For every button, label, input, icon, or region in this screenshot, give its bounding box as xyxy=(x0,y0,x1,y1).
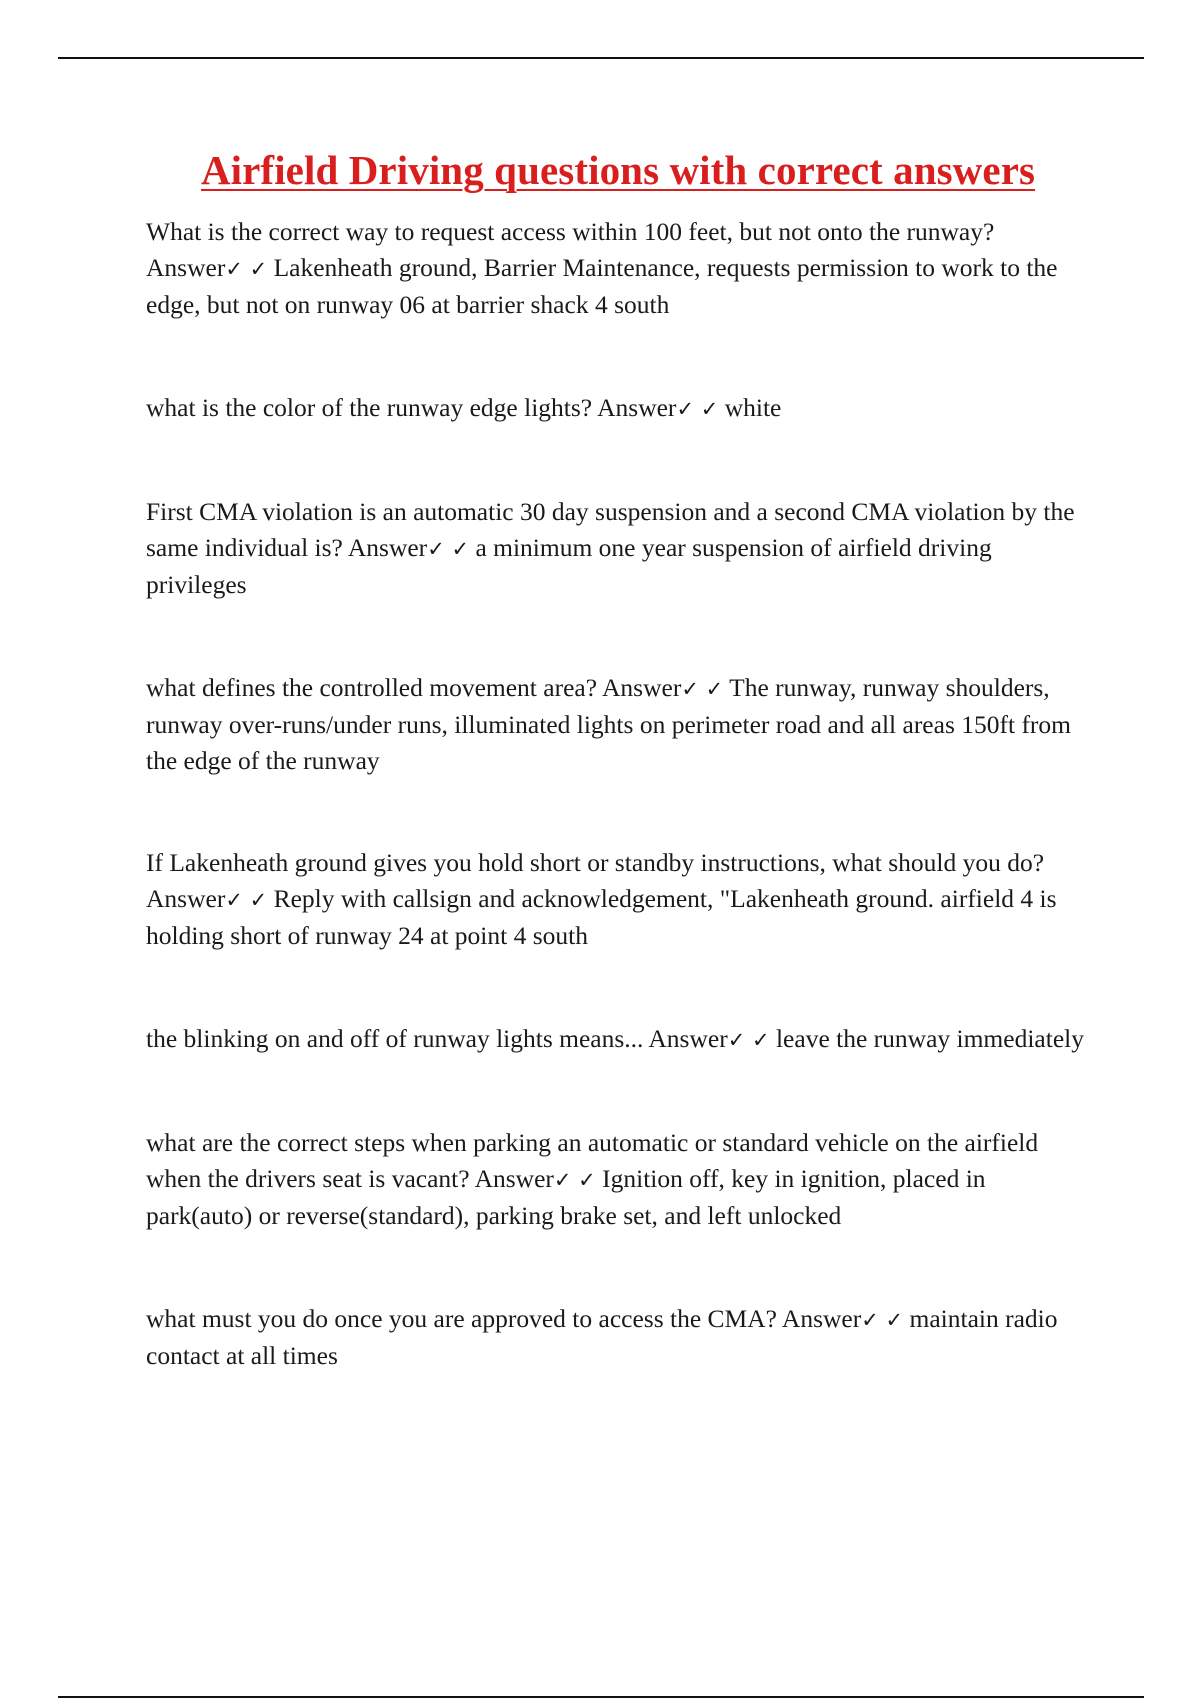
qa-list xyxy=(146,214,1096,1374)
footer-rule xyxy=(58,1696,1144,1698)
qa-item xyxy=(146,1301,1096,1374)
qa-item xyxy=(146,214,1096,323)
qa-item xyxy=(146,670,1096,779)
question-text: what is the color of the runway edge lights? xyxy=(146,392,593,422)
qa-item xyxy=(146,494,1096,603)
question-text: what must you do once you are approved to access the CMA? xyxy=(146,1303,777,1333)
check-icon: ✓ ✓ xyxy=(225,256,268,281)
check-icon: ✓ ✓ xyxy=(225,887,268,912)
question-text: the blinking on and off of runway lights means... xyxy=(146,1023,644,1053)
check-icon: ✓ ✓ xyxy=(676,396,719,421)
answer-text: Lakenheath ground, Barrier Maintenance, requests permission to work to the edge, but not on runway 06 at barrier shack 4 south xyxy=(146,252,1064,319)
check-icon: ✓ ✓ xyxy=(681,676,724,701)
document-title: Airfield Driving questions with correct answers xyxy=(200,147,1036,193)
answer-label: Answer xyxy=(602,672,682,702)
answer-label: Answer xyxy=(474,1163,554,1193)
check-icon: ✓ ✓ xyxy=(427,536,470,561)
answer-label: Answer xyxy=(146,883,226,913)
answer-text: leave the runway immediately xyxy=(775,1023,1084,1053)
check-icon: ✓ ✓ xyxy=(861,1307,904,1332)
qa-item xyxy=(146,845,1096,954)
answer-text: white xyxy=(724,392,782,422)
question-text: what defines the controlled movement area? xyxy=(146,672,598,702)
answer-text: Ignition off, key in ignition, placed in park(auto) or reverse(standard), parking brake set, and left unlocked xyxy=(146,1163,992,1230)
qa-item xyxy=(146,1021,1096,1059)
check-icon: ✓ ✓ xyxy=(553,1167,596,1192)
answer-text: maintain radio contact at all times xyxy=(146,1303,1064,1370)
answer-label: Answer xyxy=(781,1303,862,1333)
question-text: what are the correct steps when parking an automatic or standard vehicle on the airfield when the drivers seat is vacant? xyxy=(146,1128,1045,1193)
qa-item xyxy=(146,1125,1096,1234)
question-text: First CMA violation is an automatic 30 day suspension and a second CMA violation by the same individual is? xyxy=(146,497,1081,562)
question-text: If Lakenheath ground gives you hold short or standby instructions, what should you do? xyxy=(146,848,1045,877)
answer-label: Answer xyxy=(146,252,226,282)
answer-label: Answer xyxy=(347,532,428,562)
answer-label: Answer xyxy=(597,392,677,422)
answer-text: a minimum one year suspension of airfield driving privileges xyxy=(146,532,999,599)
answer-label: Answer xyxy=(648,1023,728,1053)
answer-text: The runway, runway shoulders, runway over-runs/under runs, illuminated lights on perimeter road and all areas 150ft from the edge of the runway xyxy=(146,672,1078,775)
answer-text: Reply with callsign and acknowledgement, "Lakenheath ground. airfield 4 is holding short of runway 24 at point 4 south xyxy=(146,883,1063,950)
qa-item xyxy=(146,390,1096,428)
question-text: What is the correct way to request access within 100 feet, but not onto the runway? xyxy=(146,217,995,246)
check-icon: ✓ ✓ xyxy=(727,1027,770,1052)
header-rule xyxy=(58,57,1144,59)
